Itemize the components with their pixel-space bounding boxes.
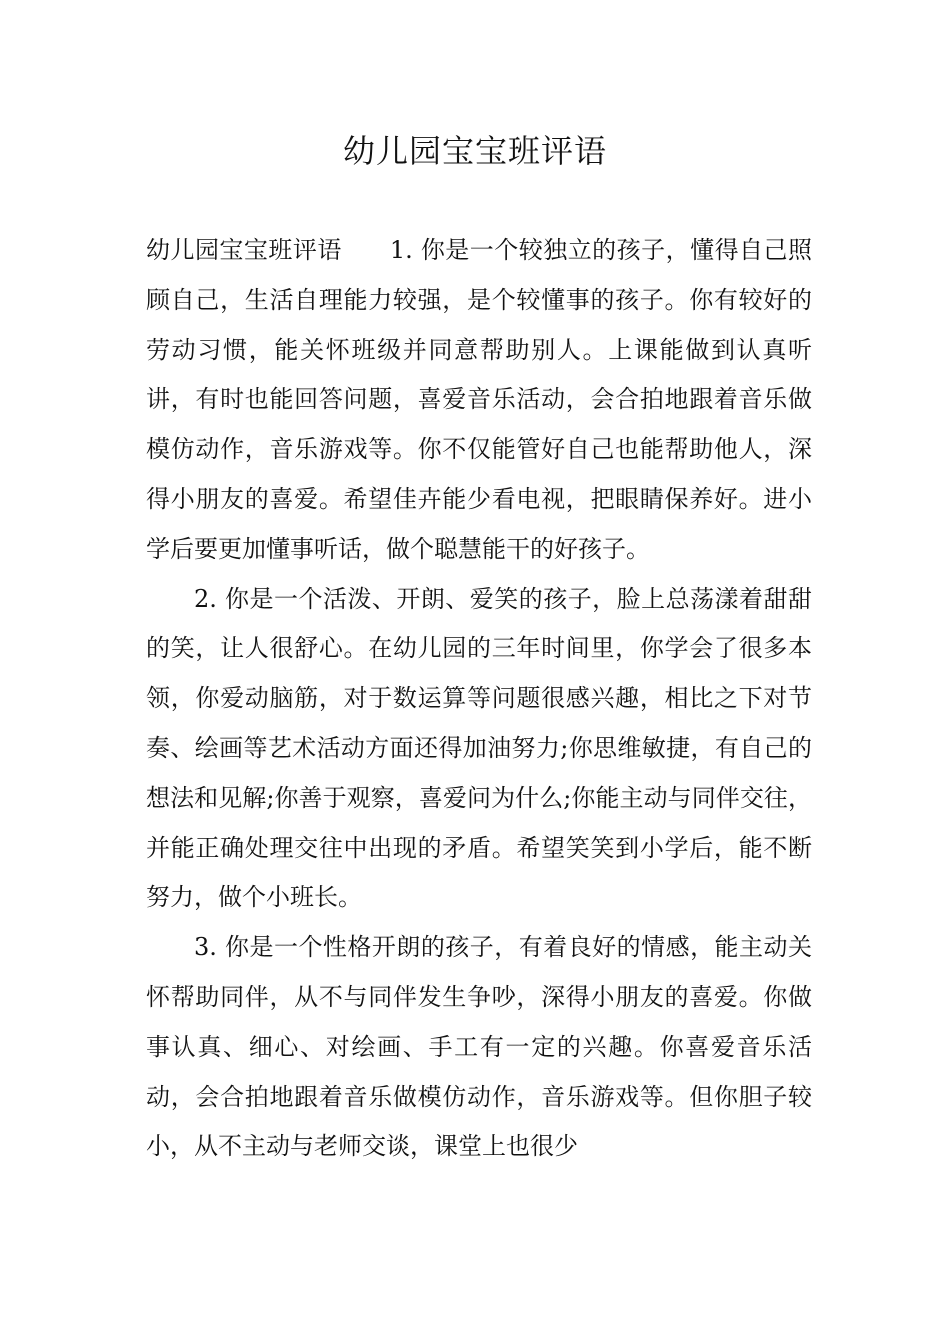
document-body — [146, 226, 812, 1172]
paragraph-2: 2. 你是一个活泼、开朗、爱笑的孩子，脸上总荡漾着甜甜的笑，让人很舒心。在幼儿园的三年时间里，你学会了很多本领，你爱动脑筋，对于数运算等问题很感兴趣，相比之下对节奏、绘画等艺术活动方面还得加油努力;你思维敏捷，有自己的想法和见解;你善于观察，喜爱问为什么;你能主动与同伴交往，并能正确处理交往中出现的矛盾。希望笑笑到小学后，能不断努力，做个小班长。 — [146, 584, 812, 912]
document-title: 幼儿园宝宝班评语 — [342, 132, 607, 170]
paragraph-3: 3. 你是一个性格开朗的孩子，有着良好的情感，能主动关怀帮助同伴，从不与同伴发生争吵，深得小朋友的喜爱。你做事认真、细心、对绘画、手工有一定的兴趣。你喜爱音乐活动，会合拍地跟着音乐做模仿动作，音乐游戏等。但你胆子较小，从不主动与老师交谈，课堂上也很少 — [146, 933, 812, 1161]
paragraph-1-text: 1. 你是一个较独立的孩子，懂得自己照顾自己，生活自理能力较强，是个较懂事的孩子。你有较好的劳动习惯，能关怀班级并同意帮助别人。上课能做到认真听讲，有时也能回答问题，喜爱音乐活动，会合拍地跟着音乐做模仿动作，音乐游戏等。你不仅能管好自己也能帮助他人，深得小朋友的喜爱。希望佳卉能少看电视，把眼睛保养好。进小学后要更加懂事听话，做个聪慧能干的好孩子。 — [146, 236, 813, 563]
intro-heading: 幼儿园宝宝班评语 — [146, 236, 342, 264]
paragraph-1 — [146, 226, 812, 575]
